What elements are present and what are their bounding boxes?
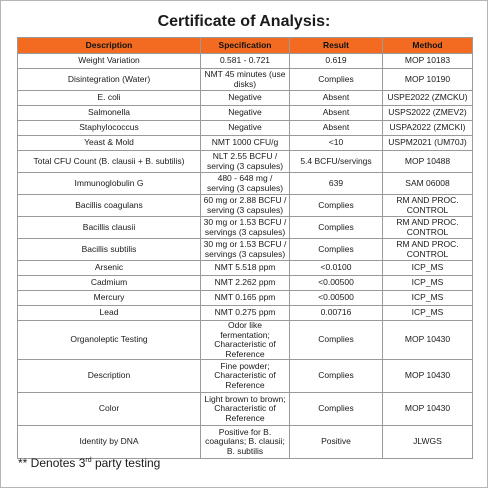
table-row xyxy=(18,173,473,195)
cell-description: Mercury xyxy=(18,291,201,306)
cell-description: Total CFU Count (B. clausii + B. subtilis) xyxy=(18,151,201,173)
table-row xyxy=(18,321,473,360)
cell-result: 0.00716 xyxy=(290,306,383,321)
cell-method: MOP 10183 xyxy=(383,54,473,69)
cell-result: <0.0100 xyxy=(290,261,383,276)
table-row xyxy=(18,106,473,121)
table-row xyxy=(18,136,473,151)
table-row xyxy=(18,239,473,261)
cell-result: Complies xyxy=(290,69,383,91)
cell-specification: NMT 0.165 ppm xyxy=(201,291,290,306)
cell-specification: NLT 2.55 BCFU / serving (3 capsules) xyxy=(201,151,290,173)
cell-result: <0.00500 xyxy=(290,276,383,291)
table-row xyxy=(18,261,473,276)
cell-specification: 0.581 - 0.721 xyxy=(201,54,290,69)
cell-specification: Odor like fermentation; Characteristic of Reference xyxy=(201,321,290,360)
cell-specification: Negative xyxy=(201,106,290,121)
table-row xyxy=(18,291,473,306)
footnote-prefix: ** Denotes 3 xyxy=(18,456,86,470)
footnote-suffix: party testing xyxy=(91,456,161,470)
cell-result: 5.4 BCFU/servings xyxy=(290,151,383,173)
cell-result: Complies xyxy=(290,239,383,261)
table-header-row xyxy=(18,38,473,54)
cell-specification: NMT 2.262 ppm xyxy=(201,276,290,291)
cell-specification: NMT 45 minutes (use disks) xyxy=(201,69,290,91)
cell-description: Bacillis coagulans xyxy=(18,195,201,217)
cell-specification: 30 mg or 1.53 BCFU / servings (3 capsules) xyxy=(201,217,290,239)
column-header-description: Description xyxy=(18,38,201,54)
cell-method: USPA2022 (ZMCKI) xyxy=(383,121,473,136)
cell-description: Bacillis clausii xyxy=(18,217,201,239)
cell-specification: NMT 1000 CFU/g xyxy=(201,136,290,151)
cell-method: JLWGS xyxy=(383,426,473,459)
cell-specification: NMT 5.518 ppm xyxy=(201,261,290,276)
cell-method: ICP_MS xyxy=(383,276,473,291)
cell-method: ICP_MS xyxy=(383,291,473,306)
table-row xyxy=(18,151,473,173)
cell-description: Yeast & Mold xyxy=(18,136,201,151)
cell-description: Arsenic xyxy=(18,261,201,276)
cell-result: Absent xyxy=(290,106,383,121)
cell-result: Complies xyxy=(290,393,383,426)
cell-description: Description xyxy=(18,360,201,393)
cell-description: Organoleptic Testing xyxy=(18,321,201,360)
cell-method: USPE2022 (ZMCKU) xyxy=(383,91,473,106)
column-header-method: Method xyxy=(383,38,473,54)
cell-method: RM AND PROC. CONTROL xyxy=(383,217,473,239)
table-row xyxy=(18,360,473,393)
table-row xyxy=(18,276,473,291)
cell-method: RM AND PROC. CONTROL xyxy=(383,239,473,261)
table-row xyxy=(18,195,473,217)
cell-specification: 60 mg or 2.88 BCFU / serving (3 capsules) xyxy=(201,195,290,217)
cell-specification: Fine powder; Characteristic of Reference xyxy=(201,360,290,393)
cell-method: ICP_MS xyxy=(383,261,473,276)
table-row xyxy=(18,306,473,321)
cell-result: Absent xyxy=(290,91,383,106)
cell-description: Staphylococcus xyxy=(18,121,201,136)
cell-method: USPS2022 (ZMEV2) xyxy=(383,106,473,121)
cell-method: SAM 06008 xyxy=(383,173,473,195)
table-row xyxy=(18,426,473,459)
cell-result: <10 xyxy=(290,136,383,151)
cell-result: Complies xyxy=(290,195,383,217)
cell-description: Disintegration (Water) xyxy=(18,69,201,91)
table-row xyxy=(18,121,473,136)
cell-method: RM AND PROC. CONTROL xyxy=(383,195,473,217)
cell-result: Complies xyxy=(290,217,383,239)
table-row xyxy=(18,393,473,426)
cell-description: Identity by DNA xyxy=(18,426,201,459)
table-row xyxy=(18,217,473,239)
cell-result: <0.00500 xyxy=(290,291,383,306)
cell-specification: 480 - 648 mg / serving (3 capsules) xyxy=(201,173,290,195)
cell-specification: Positive for B. coagulans; B. clausii; B. subtilis xyxy=(201,426,290,459)
cell-method: MOP 10488 xyxy=(383,151,473,173)
cell-result: Complies xyxy=(290,360,383,393)
footnote-superscript: rd xyxy=(85,457,92,464)
cell-method: MOP 10430 xyxy=(383,393,473,426)
cell-result: 0.619 xyxy=(290,54,383,69)
table-row xyxy=(18,69,473,91)
cell-result: Complies xyxy=(290,321,383,360)
column-header-result: Result xyxy=(290,38,383,54)
cell-method: MOP 10190 xyxy=(383,69,473,91)
analysis-table xyxy=(17,37,473,459)
cell-description: Cadmium xyxy=(18,276,201,291)
cell-description: Immunoglobulin G xyxy=(18,173,201,195)
cell-method: USPM2021 (UM70J) xyxy=(383,136,473,151)
cell-method: MOP 10430 xyxy=(383,360,473,393)
cell-description: Lead xyxy=(18,306,201,321)
cell-description: Salmonella xyxy=(18,106,201,121)
cell-description: Color xyxy=(18,393,201,426)
cell-specification: Light brown to brown; Characteristic of Reference xyxy=(201,393,290,426)
cell-specification: Negative xyxy=(201,121,290,136)
cell-result: 639 xyxy=(290,173,383,195)
cell-description: Bacillis subtilis xyxy=(18,239,201,261)
cell-specification: 30 mg or 1.53 BCFU / servings (3 capsules) xyxy=(201,239,290,261)
cell-result: Positive xyxy=(290,426,383,459)
cell-description: E. coli xyxy=(18,91,201,106)
column-header-specification: Specification xyxy=(201,38,290,54)
cell-description: Weight Variation xyxy=(18,54,201,69)
table-row xyxy=(18,54,473,69)
page-title: Certificate of Analysis: xyxy=(157,13,331,30)
table-body xyxy=(18,54,473,459)
cell-method: MOP 10430 xyxy=(383,321,473,360)
cell-method: ICP_MS xyxy=(383,306,473,321)
cell-result: Absent xyxy=(290,121,383,136)
table-row xyxy=(18,91,473,106)
footnote xyxy=(18,456,160,470)
cell-specification: NMT 0.275 ppm xyxy=(201,306,290,321)
cell-specification: Negative xyxy=(201,91,290,106)
